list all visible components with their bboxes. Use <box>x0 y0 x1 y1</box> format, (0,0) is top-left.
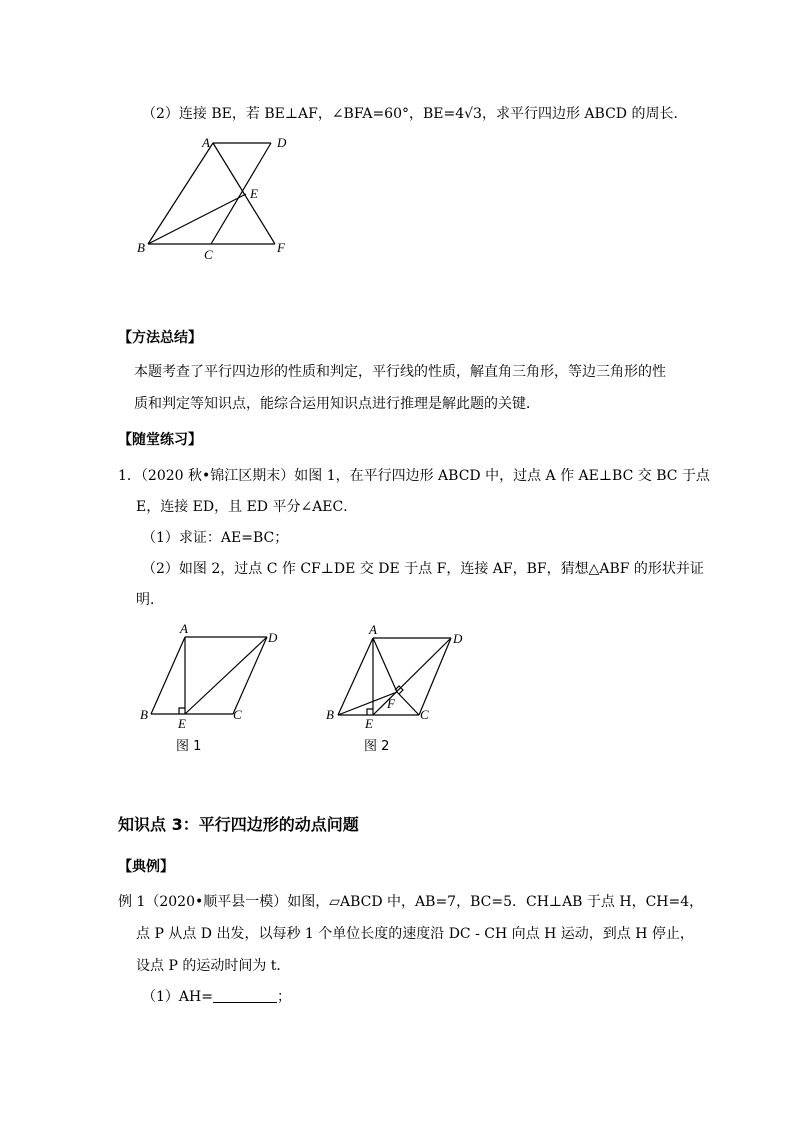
practice-heading: 【随堂练习】 <box>118 432 202 448</box>
example-sub-1 <box>142 987 291 1007</box>
example-line-1: 例 1（2020•顺平县一模）如图，▱ABCD 中，AB=7，BC=5．CH⊥AB 于点 H，CH=4， <box>118 894 704 910</box>
fig2-caption: 图 2 <box>364 739 390 754</box>
figure-parallelogram-abcd <box>130 130 310 270</box>
fig2-label-f: F <box>387 696 395 711</box>
fig2-label-d: D <box>453 631 463 646</box>
fig2-label-e: E <box>365 716 373 731</box>
fig1-label-e: E <box>178 716 186 731</box>
fig2-label-b: B <box>326 707 334 722</box>
label-a: A <box>202 135 210 150</box>
practice-sub-1: （1）求证：AE=BC； <box>142 530 289 546</box>
method-summary-heading: 【方法总结】 <box>118 330 202 346</box>
example-sub-1-prefix: （1）AH= <box>142 989 213 1005</box>
practice-sub-2b: 明． <box>136 592 164 608</box>
label-f: F <box>277 240 285 255</box>
fig1-caption: 图 1 <box>176 739 202 754</box>
example-heading: 【典例】 <box>118 859 174 875</box>
fig2-label-c: C <box>420 707 429 722</box>
method-summary-line-1: 本题考查了平行四边形的性质和判定，平行线的性质，解直角三角形，等边三角形的性 <box>134 364 666 380</box>
label-c: C <box>204 247 213 262</box>
practice-sub-2a: （2）如图 2，过点 C 作 CF⊥DE 交 DE 于点 F，连接 AF，BF，猜想△ABF 的形状并证 <box>142 561 704 577</box>
figure-1 <box>136 620 296 760</box>
label-d: D <box>277 135 287 150</box>
fig1-label-a: A <box>180 621 188 636</box>
practice-line-1: 1．（2020 秋•锦江区期末）如图 1，在平行四边形 ABCD 中，过点 A 作 AE⊥BC 交 BC 于点 <box>118 468 710 484</box>
fig2-label-a: A <box>369 622 377 637</box>
question-2-text: （2）连接 BE，若 BE⊥AF，∠BFA=60°，BE=4√3，求平行四边形 ABCD 的周长． <box>142 106 688 122</box>
practice-line-2: E，连接 ED，且 ED 平分∠AEC． <box>136 499 358 515</box>
label-e: E <box>250 186 258 201</box>
fig1-label-b: B <box>140 707 148 722</box>
knowledge-point-title: 知识点 3：平行四边形的动点问题 <box>118 815 359 834</box>
figure-2 <box>322 620 482 760</box>
fig1-label-c: C <box>233 707 242 722</box>
answer-blank[interactable] <box>213 988 277 1003</box>
method-summary-line-2: 质和判定等知识点，能综合运用知识点进行推理是解此题的关键． <box>134 396 540 412</box>
example-sub-1-suffix: ； <box>276 989 291 1005</box>
example-line-2: 点 P 从点 D 出发，以每秒 1 个单位长度的速度沿 DC - CH 向点 H 运动，到点 H 停止， <box>136 926 694 942</box>
label-b: B <box>137 240 145 255</box>
fig1-label-d: D <box>268 630 278 645</box>
example-line-3: 设点 P 的运动时间为 t． <box>136 958 291 974</box>
